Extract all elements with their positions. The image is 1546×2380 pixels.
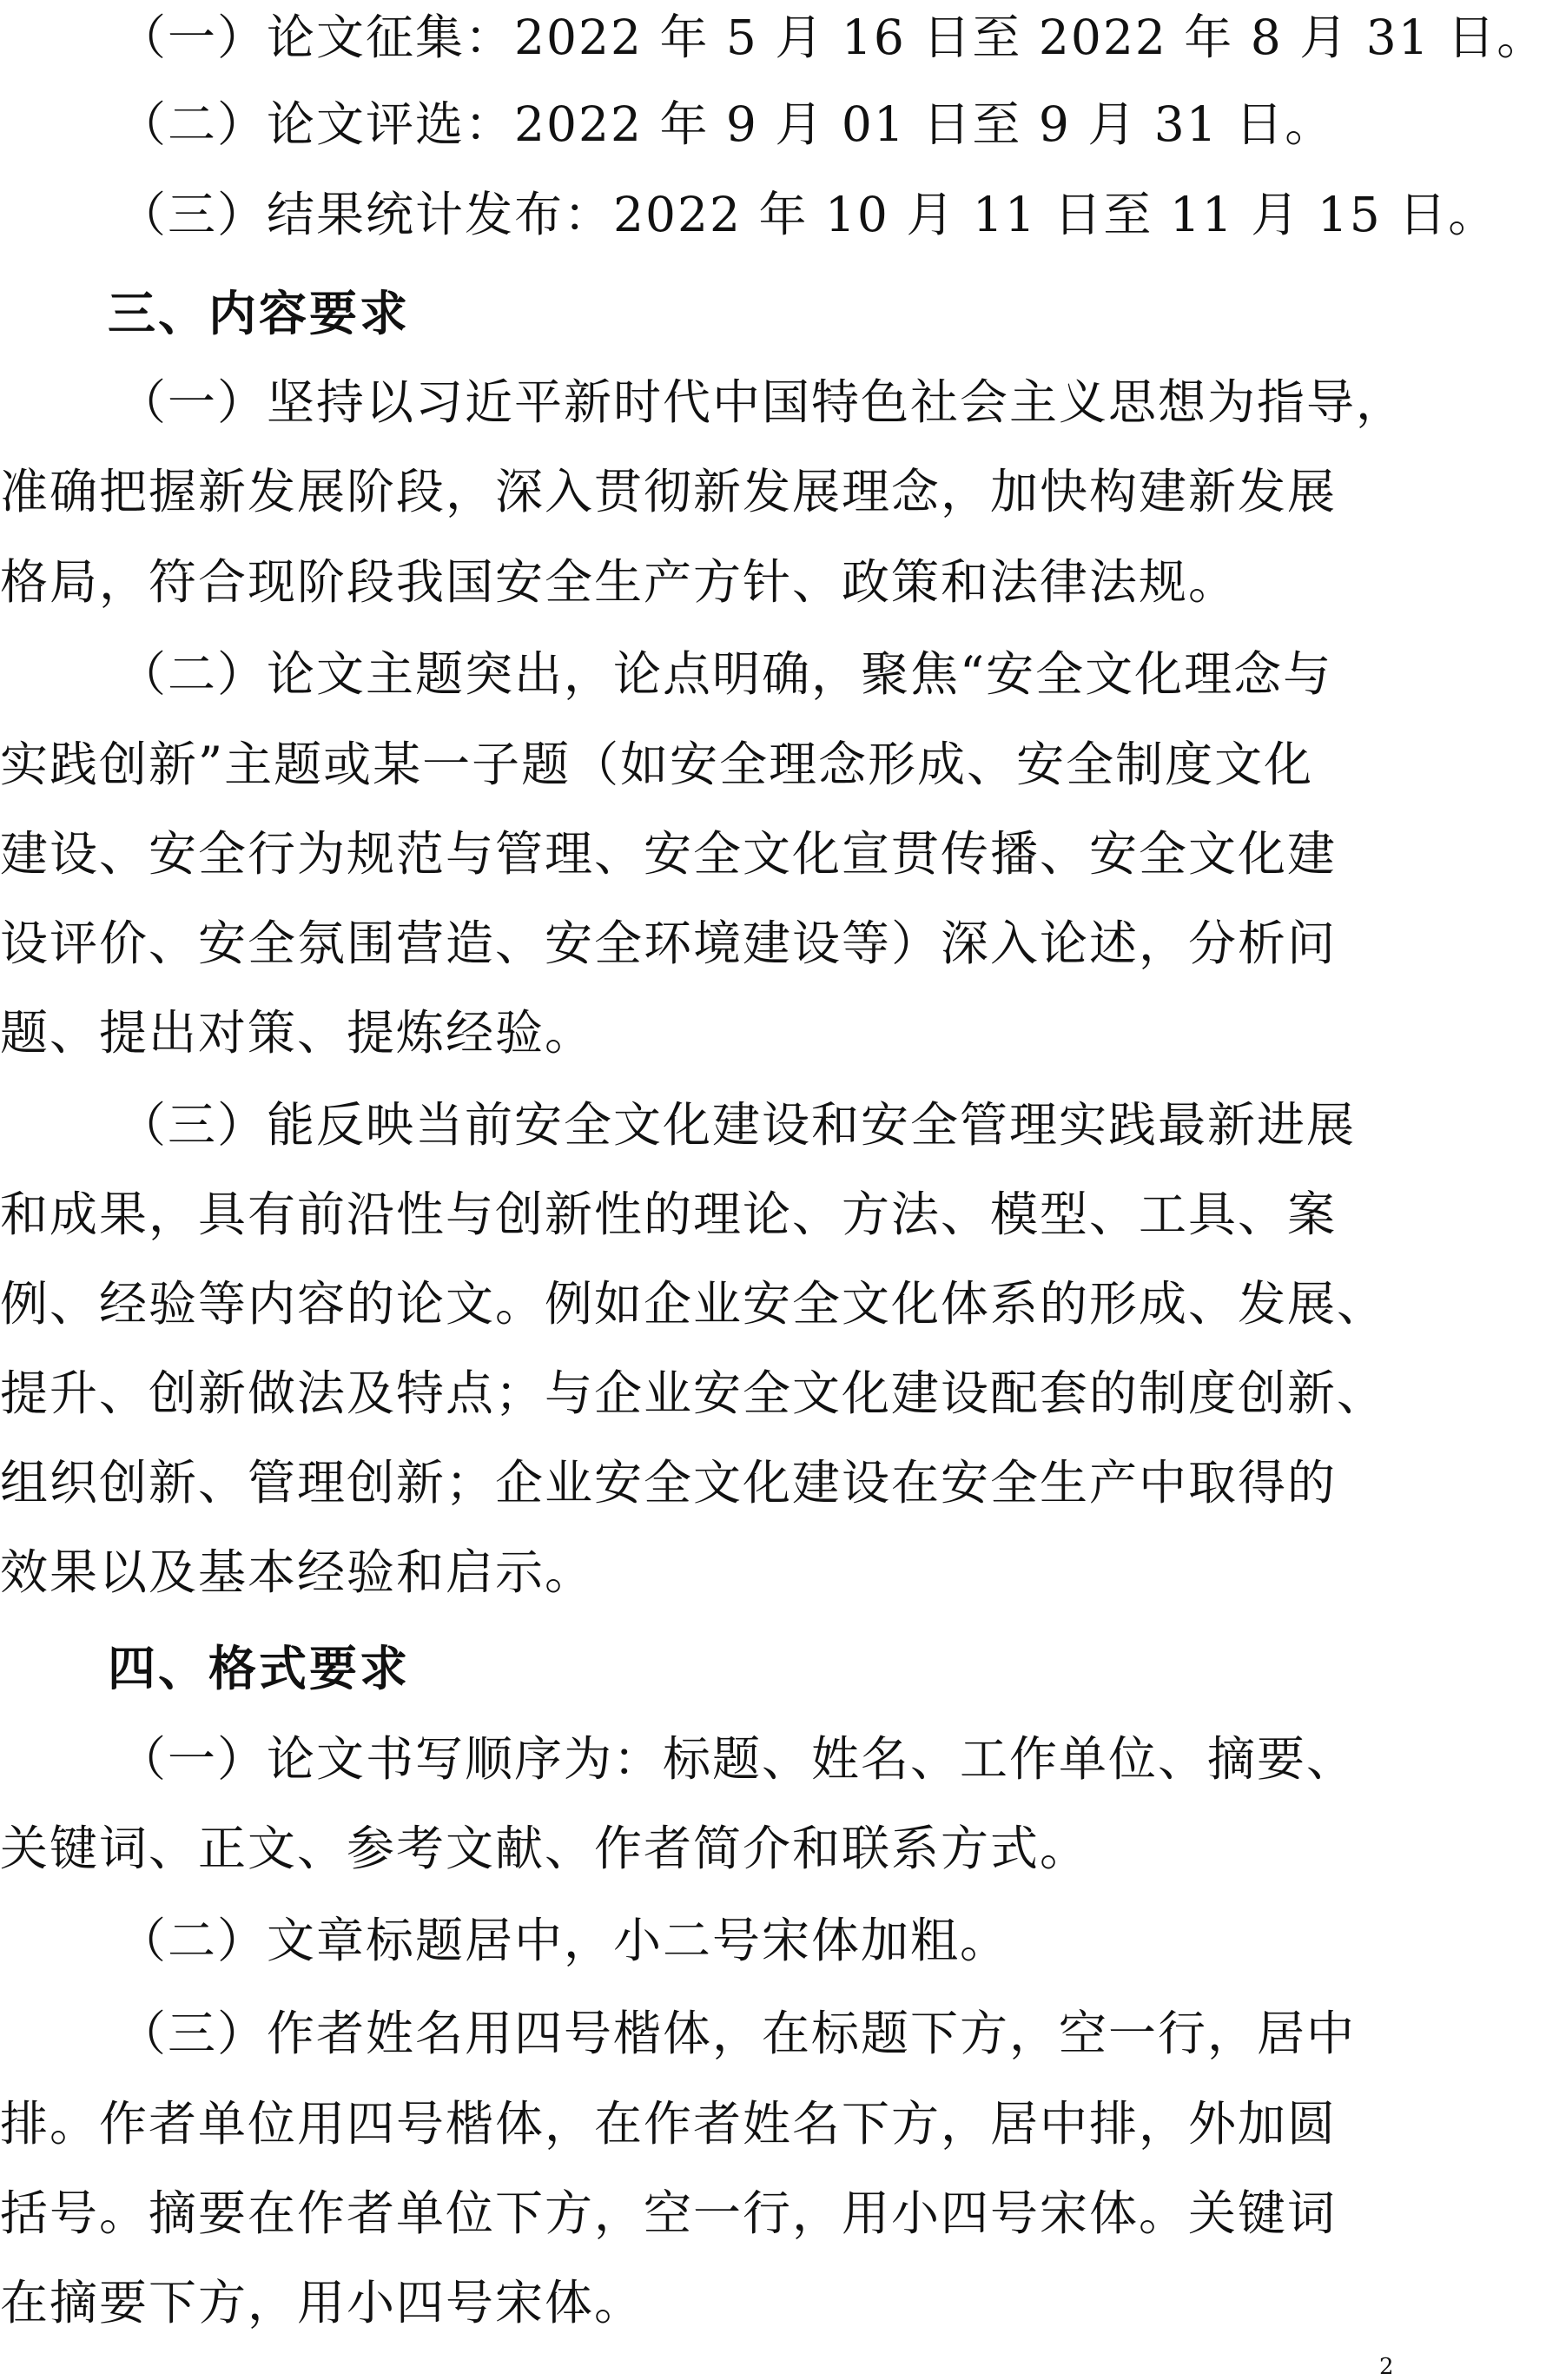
content-paragraph-line: （三）能反映当前安全文化建设和安全管理实践最新进展 bbox=[118, 1097, 1357, 1153]
format-paragraph-line: （二）文章标题居中，小二号宋体加粗。 bbox=[118, 1913, 1010, 1968]
content-paragraph-line: （一）坚持以习近平新时代中国特色社会主义思想为指导， bbox=[118, 374, 1406, 430]
schedule-item-collection: （一）论文征集：2022 年 5 月 16 日至 2022 年 8 月 31 日。 bbox=[118, 10, 1546, 65]
section-heading-format: 四、格式要求 bbox=[108, 1641, 411, 1696]
format-paragraph-line: 括号。摘要在作者单位下方，空一行，用小四号宋体。关键词 bbox=[0, 2185, 1338, 2241]
content-paragraph-line: 实践创新”主题或某一子题（如安全理念形成、安全制度文化 bbox=[0, 737, 1314, 792]
content-paragraph-line: 准确把握新发展阶段，深入贯彻新发展理念，加快构建新发展 bbox=[0, 464, 1338, 519]
content-paragraph-line: 效果以及基本经验和启示。 bbox=[0, 1544, 595, 1600]
content-paragraph-line: 组织创新、管理创新；企业安全文化建设在安全生产中取得的 bbox=[0, 1455, 1338, 1511]
content-paragraph-line: 格局，符合现阶段我国安全生产方针、政策和法律法规。 bbox=[0, 554, 1239, 610]
content-paragraph-line: （二）论文主题突出，论点明确，聚焦“安全文化理念与 bbox=[118, 646, 1333, 702]
schedule-item-review: （二）论文评选：2022 年 9 月 01 日至 9 月 31 日。 bbox=[118, 96, 1335, 152]
format-paragraph-line: 在摘要下方，用小四号宋体。 bbox=[0, 2275, 644, 2330]
content-paragraph-line: 例、经验等内容的论文。例如企业安全文化体系的形成、发展、 bbox=[0, 1276, 1387, 1332]
content-paragraph-line: 建设、安全行为规范与管理、安全文化宣贯传播、安全文化建 bbox=[0, 826, 1338, 882]
section-heading-content: 三、内容要求 bbox=[108, 286, 411, 341]
page-number: 2 bbox=[1379, 2354, 1394, 2380]
format-paragraph-line: （一）论文书写顺序为：标题、姓名、工作单位、摘要、 bbox=[118, 1731, 1357, 1787]
schedule-item-results: （三）结果统计发布：2022 年 10 月 11 日至 11 月 15 日。 bbox=[118, 187, 1498, 242]
format-paragraph-line: 关键词、正文、参考文献、作者简介和联系方式。 bbox=[0, 1821, 1090, 1876]
format-paragraph-line: （三）作者姓名用四号楷体，在标题下方，空一行，居中 bbox=[118, 2006, 1357, 2061]
content-paragraph-line: 设评价、安全氛围营造、安全环境建设等）深入论述，分析问 bbox=[0, 916, 1338, 971]
content-paragraph-line: 提升、创新做法及特点；与企业安全文化建设配套的制度创新、 bbox=[0, 1365, 1387, 1421]
content-paragraph-line: 题、提出对策、提炼经验。 bbox=[0, 1005, 595, 1061]
content-paragraph-line: 和成果，具有前沿性与创新性的理论、方法、模型、工具、案 bbox=[0, 1187, 1338, 1242]
format-paragraph-line: 排。作者单位用四号楷体，在作者姓名下方，居中排，外加圆 bbox=[0, 2096, 1338, 2152]
